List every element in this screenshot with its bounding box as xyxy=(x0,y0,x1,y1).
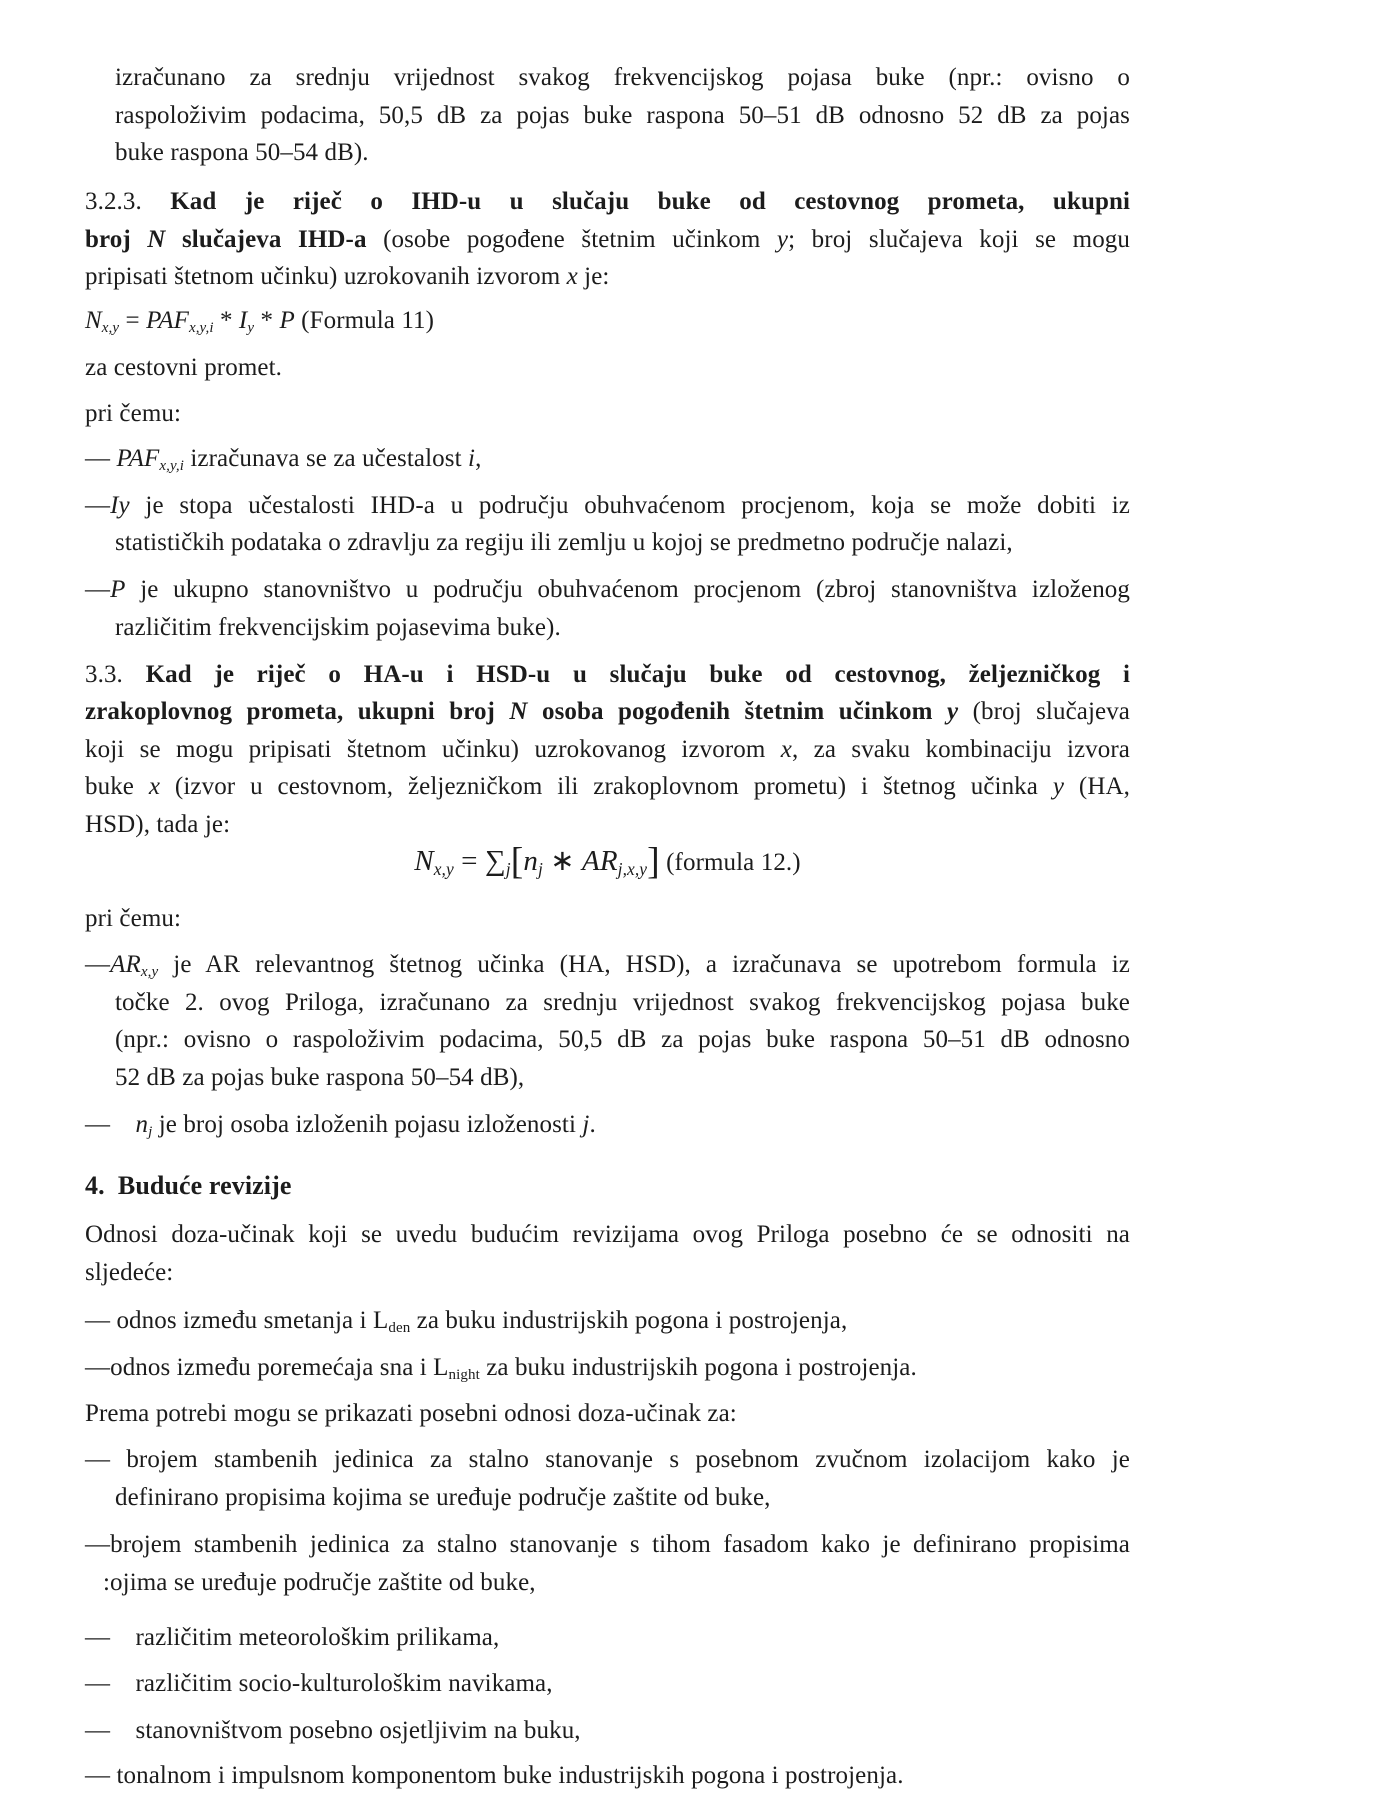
para-prema-potrebi: Prema potrebi mogu se prikazati posebni odnosi doza-učinak za: xyxy=(85,1400,737,1427)
para-revisions-line-2: sljedeće: xyxy=(85,1259,174,1286)
bullet-lden: — odnos između smetanja i Lden za buku industrijskih pogona i postrojenja, xyxy=(85,1307,848,1336)
section-3-3-line-3: koji se mogu pripisati štetnom učinku) uzrokovanog izvorom x, za svaku kombinaciju izvora xyxy=(85,736,1131,763)
bullet-nj: — nj je broj osoba izloženih pojasu izloženosti j. xyxy=(85,1111,596,1141)
section-3-3-line-5: HSD), tada je: xyxy=(85,811,231,838)
bullet-paf: — PAFx,y,i izračunava se za učestalost i, xyxy=(85,445,482,475)
carryover-line-1: izračunano za srednju vrijednost svakog frekvencijskog pojasa buke (npr.: ovisno o xyxy=(115,64,1130,91)
text-za-cestovni-promet: za cestovni promet. xyxy=(85,354,282,381)
para-revisions-line-1: Odnosi doza-učinak koji se uvedu budućim revizijama ovog Priloga posebno će se odnositi na xyxy=(85,1221,1130,1248)
section-3-2-3-line-2: broj N slučajeva IHD-a (osobe pogođene štetnim učinkom y; broj slučajeva koji se mogu xyxy=(85,226,1130,253)
bullet-tiha-fasada-line-1: —brojem stambenih jedinica za stalno stanovanje s tihom fasadom kako je definirano propisima xyxy=(85,1531,1130,1558)
bullet-p-line-1: —P je ukupno stanovništvo u području obuhvaćenom procjenom (zbroj stanovništva izloženog xyxy=(85,576,1130,603)
bullet-iy-line-1: —Iy je stopa učestalosti IHD-a u području obuhvaćenom procjenom, koja se može dobiti iz xyxy=(85,492,1130,519)
bullet-tonalna: — tonalnom i impulsnom komponentom buke industrijskih pogona i postrojenja. xyxy=(85,1762,904,1789)
bullet-p-line-2: različitim frekvencijskim pojasevima buke). xyxy=(115,614,561,641)
bullet-zvucna-izolacija-line-2: definirano propisima kojima se uređuje područje zaštite od buke, xyxy=(115,1484,771,1511)
bullet-ar-line-2: točke 2. ovog Priloga, izračunano za srednju vrijednost svakog frekvencijskog pojasa buke xyxy=(115,989,1130,1016)
label-pri-cemu-2: pri čemu: xyxy=(85,905,182,932)
bullet-ar-line-3: (npr.: ovisno o raspoloživim podacima, 50,5 dB za pojas buke raspona 50–51 dB odnosno xyxy=(115,1026,1130,1053)
section-3-2-3-line-3: pripisati štetnom učinku) uzrokovanih izvorom x je: xyxy=(85,263,610,290)
heading-4: 4. Buduće revizije xyxy=(85,1171,292,1200)
bullet-zvucna-izolacija-line-1: — brojem stambenih jedinica za stalno stanovanje s posebnom zvučnom izolacijom kako je xyxy=(85,1446,1130,1473)
bullet-tiha-fasada-line-2: :ojima se uređuje područje zaštite od buke, xyxy=(103,1569,536,1596)
bullet-ar-line-1: —ARx,y je AR relevantnog štetnog učinka (HA, HSD), a izračunava se upotrebom formula iz xyxy=(85,951,1130,981)
carryover-line-3: buke raspona 50–54 dB). xyxy=(115,139,369,166)
bullet-osjetljivi: — stanovništvom posebno osjetljivim na buku, xyxy=(85,1717,581,1744)
formula-11: Nx,y = PAFx,y,i * Iy * P (Formula 11) xyxy=(85,307,435,337)
bullet-lnight: —odnos između poremećaja sna i Lnight za buku industrijskih pogona i postrojenja. xyxy=(85,1354,917,1383)
carryover-line-2: raspoloživim podacima, 50,5 dB za pojas buke raspona 50–51 dB odnosno 52 dB za pojas xyxy=(115,102,1130,129)
bullet-ar-line-4: 52 dB za pojas buke raspona 50–54 dB), xyxy=(115,1064,525,1091)
formula-12: Nx,y = ∑j[nj ∗ ARj,x,y] (formula 12.) xyxy=(414,840,801,883)
section-3-3-line-4: buke x (izvor u cestovnom, željezničkom ili zrakoplovnom prometu) i štetnog učinka y (HA, xyxy=(85,773,1130,800)
bullet-iy-line-2: statističkih podataka o zdravlju za regiju ili zemlju u kojoj se predmetno područje nalazi, xyxy=(115,529,1013,556)
bullet-socio: — različitim socio-kulturološkim navikama, xyxy=(85,1670,553,1697)
section-3-2-3-line-1: 3.2.3. Kad je riječ o IHD-u u slučaju buke od cestovnog prometa, ukupni xyxy=(85,188,1130,215)
bullet-meteo: — različitim meteorološkim prilikama, xyxy=(85,1624,500,1651)
section-3-3-line-1: 3.3. Kad je riječ o HA-u i HSD-u u slučaju buke od cestovnog, željezničkog i xyxy=(85,661,1131,688)
label-pri-cemu-1: pri čemu: xyxy=(85,400,182,427)
section-3-3-line-2: zrakoplovnog prometa, ukupni broj N osoba pogođenih štetnim učinkom y (broj slučajeva xyxy=(85,698,1131,725)
